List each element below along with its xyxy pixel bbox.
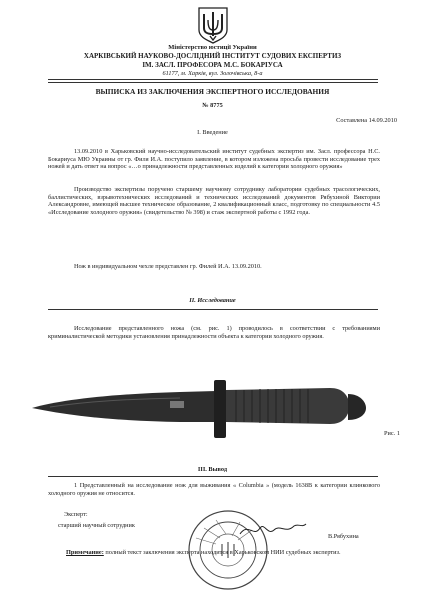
survival-knife-image [30, 374, 370, 444]
ministry-name: Міністерство юстиції України [168, 44, 257, 51]
note-text: полный текст заключения эксперта находится в Харьковском НИИ судебных экспертиз. [103, 549, 341, 556]
intro-paragraph-3: Нож в индивидуальном чехле представлен гр. Филей И.А. 13.09.2010. [74, 263, 262, 270]
institute-dedication: ІМ. ЗАСЛ. ПРОФЕСОРА М.С. БОКАРІУСА [142, 61, 283, 69]
expert-title: старший научный сотрудник [58, 522, 135, 529]
section-heading-introduction: І. Введение [197, 129, 228, 136]
document-title: ВЫПИСКА ИЗ ЗАКЛЮЧЕНИЯ ЭКСПЕРТНОГО ИССЛЕДОВАНИЯ [95, 87, 330, 96]
note-paragraph [48, 549, 380, 557]
trident-coat-of-arms-icon [197, 6, 229, 44]
conclusion-divider [48, 476, 378, 477]
section-heading-conclusion: III. Вывод [197, 466, 228, 473]
signature-name: В.Рябухина [328, 533, 359, 540]
document-number: № 8775 [202, 102, 223, 109]
institute-address: 61177, м. Харків, вул. Золочівська, 8-а [162, 70, 263, 77]
research-divider [48, 309, 378, 310]
section-heading-research: II. Исследование [189, 297, 236, 304]
expert-label: Эксперт: [64, 511, 88, 518]
note-label: Примечание: [66, 549, 104, 556]
institute-name: ХАРКІВСЬКИЙ НАУКОВО-ДОСЛІДНИЙ ІНСТИТУТ СУДОВИХ ЕКСПЕРТИЗ [83, 52, 342, 60]
intro-paragraph-1: 13.09.2010 в Харьковский научно-исследовательский институт судебных экспертиз им. Засл. профессора Н.С. Бокариуса МЮ Украины от гр. Филя И.А. поступило заявление, в котором изложена просьба провести исследование трех ножей и дать ответ на вопрос «…о принадлежности представленных изделий к категории холодного оружия» [48, 148, 380, 171]
header-divider [48, 79, 378, 83]
expert-signature [238, 518, 308, 540]
conclusion-paragraph: 1 Представленный на исследование нож для выживания « Columbia » (модель 1638В к категории клинкового холодного оружия не относится. [48, 482, 380, 497]
figure-caption: Рис. 1 [384, 430, 400, 437]
composed-date: Составлена 14.09.2010 [336, 117, 397, 124]
research-paragraph: Исследование представленного ножа (см. рис. 1) проводилось в соответствии с требованиями криминалистической методики установления принадлежности объекта к категории холодного оружия. [48, 325, 380, 340]
intro-paragraph-2: Производство экспертизы поручено старшему научному сотруднику лаборатории судебных трасологических, баллистических, взрывотехнических исследований и технических исследований документов Рябухиной Виктории Александровне, имеющей высшее техническое образование, 2 квалификационный класс, подготовку по специальности 4.5 «Исследование холодного оружия» (свидетельство № 398) и стаж экспертной работы с 1992 года. [48, 186, 380, 216]
